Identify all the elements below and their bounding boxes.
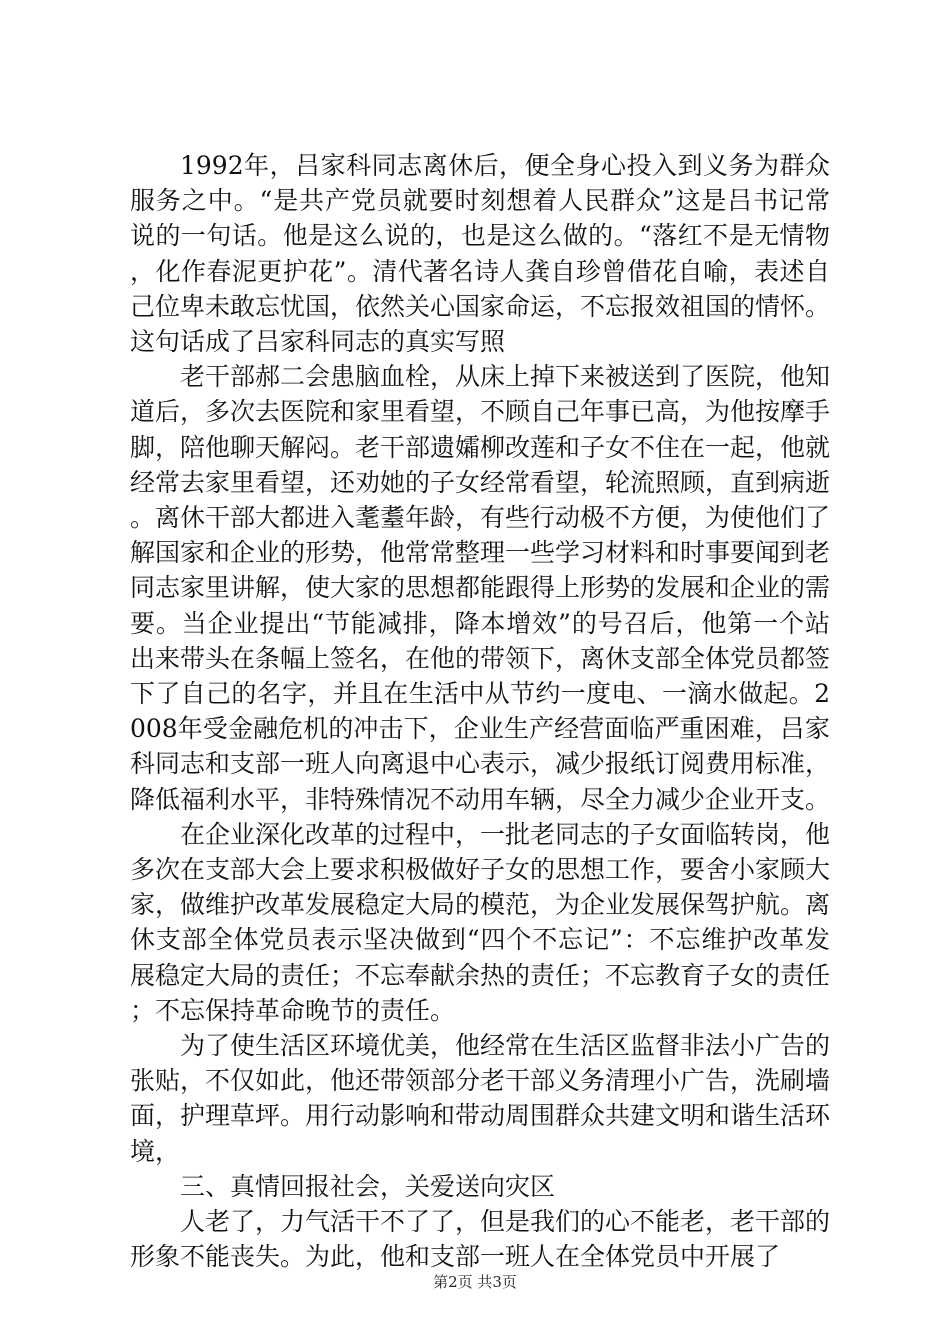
paragraph-elderly-spirit: 人老了，力气活干不了了，但是我们的心不能老，老干部的形象不能丧失。为此，他和支部一班人在全体党员中开展了 — [130, 1207, 831, 1272]
paragraph-retirement-service: 1992年，吕家科同志离休后，便全身心投入到义务为群众服务之中。“是共产党员就要时刻想着人民群众”这是吕书记常说的一句话。他是这么说的，也是这么做的。“落红不是无情物，化作春泥更护花”。清代著名诗人龚自珍曾借花自喻，表述自己位卑未敢忘忧国，依然关心国家命运，不忘报效祖国的情怀。这句话成了吕家科同志的真实写照 — [130, 151, 831, 357]
paragraph-enterprise-reform: 在企业深化改革的过程中，一批老同志的子女面临转岗，他多次在支部大会上要求积极做好子女的思想工作，要舍小家顾大家，做维护改革发展稳定大局的模范，为企业发展保驾护航。离休支部全体党员表示坚决做到“四个不忘记”：不忘维护改革发展稳定大局的责任；不忘奉献余热的责任；不忘教育子女的责任；不忘保持革命晚节的责任。 — [130, 819, 831, 1025]
paragraph-living-environment: 为了使生活区环境优美，他经常在生活区监督非法小广告的张贴，不仅如此，他还带领部分老干部义务清理小广告，洗刷墙面，护理草坪。用行动影响和带动周围群众共建文明和谐生活环境， — [130, 1031, 831, 1166]
paragraph-caring-veterans: 老干部郝二会患脑血栓，从床上掉下来被送到了医院，他知道后，多次去医院和家里看望，不顾自己年事已高，为他按摩手脚，陪他聊天解闷。老干部遗孀柳改莲和子女不住在一起，他就经常去家里看望，还劝她的子女经常看望，轮流照顾，直到病逝。离休干部大都进入耄耋年龄，有些行动极不方便，为使他们了解国家和企业的形势，他常常整理一些学习材料和时事要闻到老同志家里讲解，使大家的思想都能跟得上形势的发展和企业的需要。当企业提出“节能减排，降本增效”的号召后，他第一个站出来带头在条幅上签名，在他的带领下，离休支部全体党员都签下了自己的名字，并且在生活中从节约一度电、一滴水做起。2008年受金融危机的冲击下，企业生产经营面临严重困难，吕家科同志和支部一班人向离退中心表示，减少报纸订阅费用标准，降低福利水平，非特殊情况不动用车辆，尽全力减少企业开支。 — [130, 362, 831, 814]
section-heading-disaster-relief: 三、真情回报社会，关爱送向灾区 — [180, 1171, 556, 1201]
page-number-footer: 第2页 共3页 — [433, 1273, 517, 1291]
document-body — [130, 148, 830, 1275]
